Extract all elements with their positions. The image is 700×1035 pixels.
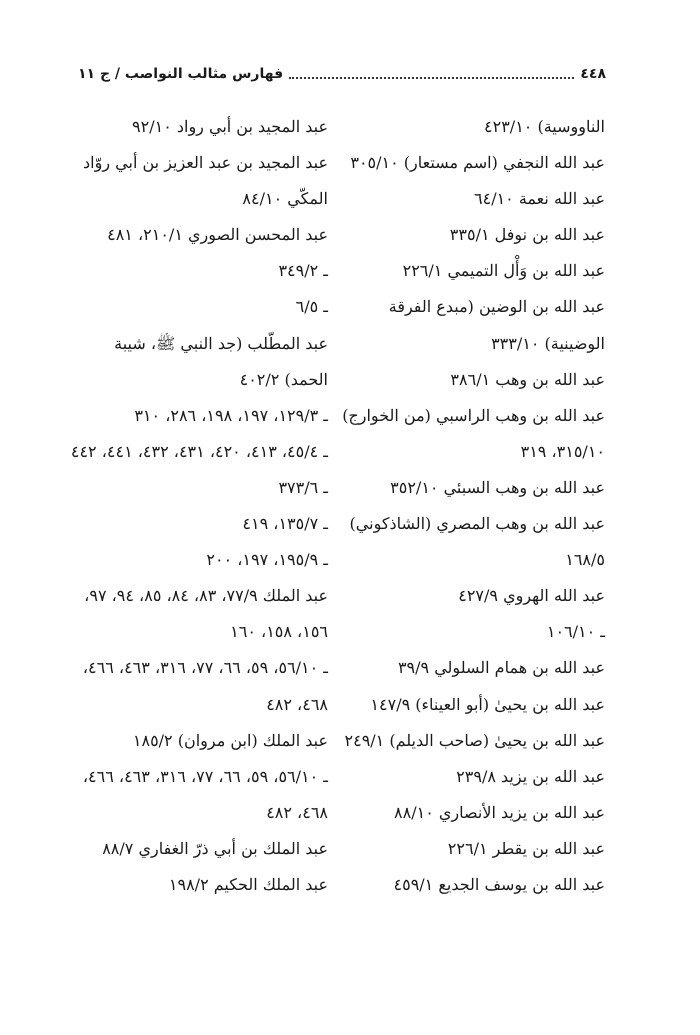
index-entry: ـ ٤٥/٤، ٤١٣، ٤٢٠، ٤٣١، ٤٣٢، ٤٤١، ٤٤٢ (70, 441, 328, 461)
index-entry: عبد الله بن همام السلولي ٣٩/٩ (397, 658, 605, 678)
index-entry: ـ ١٢٩/٣، ١٩٧، ١٩٨، ٢٨٦، ٣١٠ (134, 405, 328, 425)
index-entry: الناووسية) ٤٢٣/١٠ (484, 117, 605, 136)
index-entry: عبد الله بن وهب السبئي ٣٥٢/١٠ (390, 477, 605, 497)
index-entry: عبد الله بن يحيىٰ (أبو العيناء) ١٤٧/٩ (370, 694, 605, 714)
index-entry: ـ ٦/٥ (295, 297, 328, 317)
index-entry: الوضينية) ٣٣٣/١٠ (491, 333, 605, 353)
index-entry: عبد الله بن وَأْل التميمي ٢٢٦/١ (402, 261, 605, 281)
index-entry: ـ ١٩٥/٩، ١٩٧، ٢٠٠ (206, 550, 328, 570)
index-entry: عبد الله بن يزيد ٢٣٩/٨ (456, 766, 605, 786)
index-entry: عبد الله بن وهب المصري (الشاذكوني) (349, 514, 605, 534)
index-entry: عبد الله بن نوفل ٣٣٥/١ (449, 225, 605, 245)
index-entry: عبد الله بن يوسف الجديع ٤٥٩/١ (393, 874, 605, 894)
page-number: ٤٤٨ (580, 66, 606, 82)
dotted-leader (289, 77, 574, 79)
index-entry: ٤٦٨، ٤٨٢ (266, 694, 328, 714)
index-entry: ـ ١٣٥/٧، ٤١٩ (242, 514, 328, 534)
index-entry: المكّي ٨٤/١٠ (242, 189, 328, 209)
index-entry: عبد الله بن الوضين (مبدع الفرقة (388, 297, 605, 317)
index-entry: ـ ٥٦/١٠، ٥٩، ٦٦، ٧٧، ٣١٦، ٤٦٣، ٤٦٦، (82, 658, 328, 678)
index-entry: عبد الله بن يقطر ٢٢٦/١ (447, 838, 605, 858)
index-entry: عبد المطّلب (جد النبي ﷺ، شيبة (114, 333, 328, 353)
index-entry: ١٦٨/٥ (565, 550, 605, 570)
index-entry: عبد الملك (ابن مروان) ١٨٥/٢ (132, 730, 328, 750)
index-entry: ـ ٣٧٣/٦ (278, 477, 328, 497)
index-entry: ـ ٣٤٩/٢ (278, 261, 328, 281)
index-entry: عبد الله بن يحيىٰ (صاحب الديلم) ٢٤٩/١ (344, 730, 605, 750)
index-entry: ـ ١٠٦/١٠ (546, 622, 605, 642)
index-entry: عبد الله بن وهب ٣٨٦/١ (450, 369, 605, 389)
index-entry: عبد الله الهروي ٤٢٧/٩ (458, 586, 605, 606)
index-entry: عبد الله نعمة ٦٤/١٠ (474, 189, 605, 209)
running-title: فهارس مثالب النواصب / ج ١١ (78, 66, 284, 82)
index-entry: عبد المجيد بن عبد العزيز بن أبي روّاد (83, 153, 328, 173)
index-entry: عبد الملك الحكيم ١٩٨/٢ (168, 874, 328, 894)
index-entry: عبد الله النجفي (اسم مستعار) ٣٠٥/١٠ (350, 153, 605, 173)
index-entry: عبد الملك بن أبي ذرّ الغفاري ٨٨/٧ (102, 838, 328, 858)
index-entry: ٣١٥/١٠، ٣١٩ (520, 441, 605, 461)
index-entry: عبد المجيد بن أبي رواد ٩٢/١٠ (132, 117, 328, 136)
index-entry: ١٥٦، ١٥٨، ١٦٠ (230, 622, 328, 642)
index-column-left (70, 112, 328, 906)
index-entry: ـ ٥٦/١٠، ٥٩، ٦٦، ٧٧، ٣١٦، ٤٦٣، ٤٦٦، (82, 766, 328, 786)
index-column-right (342, 112, 605, 906)
index-entry: عبد الله بن يزيد الأنصاري ٨٨/١٠ (394, 802, 605, 822)
index-entry: عبد الملك ٧٧/٩، ٨٣، ٨٤، ٨٥، ٩٤، ٩٧، (84, 586, 328, 606)
index-entry: عبد الله بن وهب الراسبي (من الخوارج) (342, 405, 605, 425)
index-entry: ٤٦٨، ٤٨٢ (266, 802, 328, 822)
running-header (78, 62, 606, 86)
index-entry: الحمد) ٤٠٢/٢ (239, 369, 328, 389)
index-entry: عبد المحسن الصوري ٢١٠/١، ٤٨١ (107, 225, 328, 245)
